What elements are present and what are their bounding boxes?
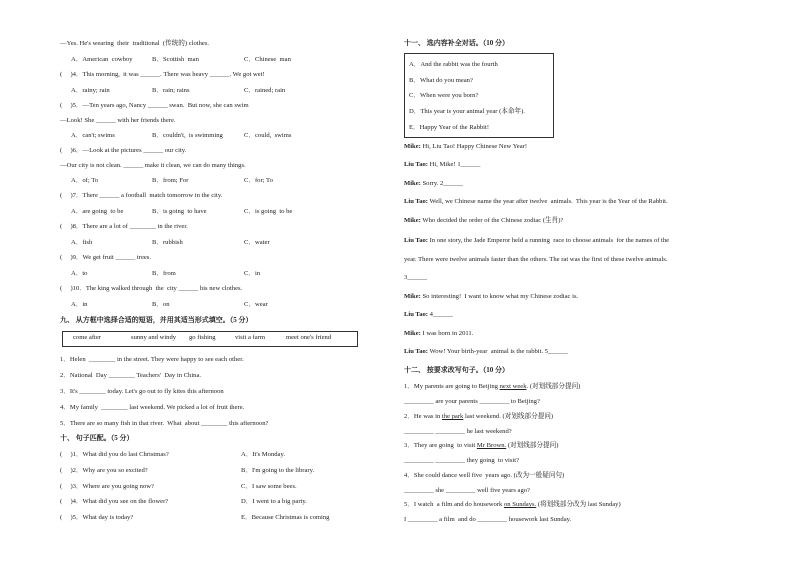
rewrite-3: 3．They are going to visit Mr Brown. (对划线部分提问): [404, 442, 559, 449]
q10-option-b: B．on: [152, 301, 170, 308]
match-a-4: D．I went to a big party.: [241, 498, 307, 505]
question-7: ( )7．There ______ a football match tomorrow in the city.: [60, 192, 223, 199]
word-4: visit a farm: [235, 334, 266, 341]
fill-item-4: 4．My family ________ last weekend. We picked a lot of fruit there.: [60, 404, 245, 411]
question-9: ( )9．We get fruit ______ trees.: [60, 254, 152, 261]
match-q-3: ( )3．Where are you going now?: [60, 483, 154, 490]
dialog-option-d: D．This year is your animal year (本命年).: [409, 108, 525, 115]
q6-option-c: C．for; To: [244, 177, 273, 184]
option-c: C．Chinese man: [244, 56, 291, 63]
dialog-line-4: Liu Tao: Well, we Chinese name the year after twelve animals. This year is the Year of the Rabbit.: [404, 198, 668, 205]
fill-item-3: 3．It's ________ today. Let's go out to fly kites this afternoon: [60, 388, 224, 395]
q4-option-b: B．rain; rains: [152, 87, 190, 94]
match-a-5: E．Because Christmas is coming: [241, 514, 330, 521]
rewrite-1-answer: _________ are your parents _________ to Beijing?: [404, 398, 540, 405]
option-b: B．Scottish man: [152, 56, 199, 63]
question-4: ( )4．This morning, it was ______. There was heavy ______. We got wet!: [60, 71, 265, 78]
dialog-line-3: Mike: Sorry. 2______: [404, 180, 464, 187]
question-5-line2: —Look! She ______ with her friends there.: [60, 117, 176, 124]
fill-item-2: 2．National Day ________ Teachers' Day in China.: [60, 372, 202, 379]
rewrite-2-answer: _________ _________ he last weekend?: [404, 428, 512, 435]
dialog-options-box: [404, 53, 554, 138]
word-5: meet one's friend: [286, 334, 332, 341]
q7-option-c: C．is going to be: [244, 208, 293, 215]
dialog-option-b: B．What do you mean?: [409, 77, 473, 84]
section-9-title: 九、 从方框中选择合适的短语，并用其适当形式填空。（5 分）: [60, 316, 253, 324]
match-a-1: A．It's Monday.: [241, 451, 285, 458]
dialog-line-6b: year. There were twelve animals faster than the others. The rat was the first of these twelve animals.: [404, 256, 668, 263]
q5-option-b: B．couldn't, is swimming: [152, 132, 223, 139]
dialog-line-10: Mike: I was born in 2011.: [404, 330, 474, 337]
dialog-line-6: Liu Tao: In one story, the Jade Emperor held a running race to choose animals for the names of the: [404, 237, 670, 244]
word-2: sunny and windy: [131, 334, 177, 341]
rewrite-4-answer: _________ she _________ well five years ago?: [404, 487, 530, 494]
rewrite-3-answer: _________ _________ they going to visit?: [404, 457, 520, 464]
q9-option-c: C．in: [244, 270, 261, 277]
q7-option-b: B．is going to have: [152, 208, 207, 215]
q8-option-c: C．water: [244, 239, 270, 246]
match-a-3: C．I saw some bees.: [241, 483, 297, 490]
rewrite-5: 5．I watch a film and do housework on Sundays. (将划线部分改为 last Sunday): [404, 501, 621, 508]
fill-item-1: 1．Helen ________ in the street. They were happy to see each other.: [60, 356, 244, 363]
dialog-line-1: Mike: Hi, Liu Tao! Happy Chinese New Year!: [404, 143, 528, 150]
question-10: ( )10．The king walked through the city ______ his new clothes.: [60, 285, 243, 292]
match-q-1: ( )1．What did you do last Christmas?: [60, 451, 169, 458]
dialog-line-5: Mike: Who decided the order of the Chinese zodiac (生肖)?: [404, 217, 564, 224]
word-box: [62, 331, 358, 347]
q6-option-a: A．of; To: [71, 177, 99, 184]
section-12-title: 十二、 按要求改写句子。（10 分）: [404, 366, 509, 374]
match-q-5: ( )5．What day is today?: [60, 514, 134, 521]
dialog-line-9: Liu Tao: 4______: [404, 311, 453, 318]
rewrite-1: 1．My parents are going to Beijing next week. (对划线部分提问): [404, 383, 581, 390]
dialog-line-2: Liu Tao: Hi, Mike! 1______: [404, 161, 481, 168]
word-3: go fishing: [189, 334, 216, 341]
q10-option-c: C．wear: [244, 301, 268, 308]
word-1: come after: [73, 334, 102, 341]
rewrite-2: 2．He was in the park last weekend. (对划线部分提问): [404, 413, 554, 420]
rewrite-5-answer: I _________ a film and do _________ housework last Sunday.: [404, 516, 572, 523]
q5-option-a: A．can't; swims: [71, 132, 115, 139]
q10-option-a: A．in: [71, 301, 88, 308]
question-5: ( )5．—Ten years ago, Nancy ______ swan. But now, she can swim: [60, 102, 249, 109]
match-q-2: ( )2．Why are you so excited?: [60, 467, 148, 474]
dialog-line-8: Mike: So interesting! I want to know what my Chinese zodiac is.: [404, 293, 579, 300]
match-a-2: B．I'm going to the library.: [241, 467, 315, 474]
q9-option-a: A．to: [71, 270, 88, 277]
section-10-title: 十、 句子匹配。（5 分）: [60, 434, 134, 442]
q8-option-a: A．fish: [71, 239, 93, 246]
dialog-option-c: C．When were you born?: [409, 92, 479, 99]
section-11-title: 十一、 选内容补全对话。（10 分）: [404, 39, 509, 47]
q5-option-c: C．could, swims: [244, 132, 292, 139]
q4-option-c: C．rained; rain: [244, 87, 286, 94]
q7-option-a: A．are going to be: [71, 208, 124, 215]
fill-item-5: 5．There are so many fish in that river. What about ________ this afternoon?: [60, 420, 269, 427]
q4-option-a: A．rainy; rain: [71, 87, 110, 94]
dialog-option-e: E．Happy Year of the Rabbit!: [409, 124, 490, 131]
q6-option-b: B．from; For: [152, 177, 189, 184]
question-6-line2: —Our city is not clean. ______ make it clean, we can do many things.: [60, 162, 246, 169]
q8-option-b: B．rubbish: [152, 239, 183, 246]
dialog-option-a: A．And the rabbit was the fourth: [409, 61, 498, 68]
rewrite-4: 4．She could dance well five years ago. (改为一般疑问句): [404, 472, 565, 479]
dialog-line-7: 3______: [404, 274, 428, 281]
question-6: ( )6．—Look at the pictures ______ our city.: [60, 147, 187, 154]
pre-line: —Yes. He's wearing their traditional (传统的) clothes.: [60, 40, 210, 47]
option-a: A．American cowboy: [71, 56, 133, 63]
dialog-line-11: Liu Tao: Wow! Your birth-year animal is the rabbit. 5______: [404, 348, 568, 355]
question-8: ( )8．There are a lot of ________ in the river.: [60, 223, 188, 230]
q9-option-b: B．from: [152, 270, 176, 277]
match-q-4: ( )4．What did you see on the flower?: [60, 498, 169, 505]
